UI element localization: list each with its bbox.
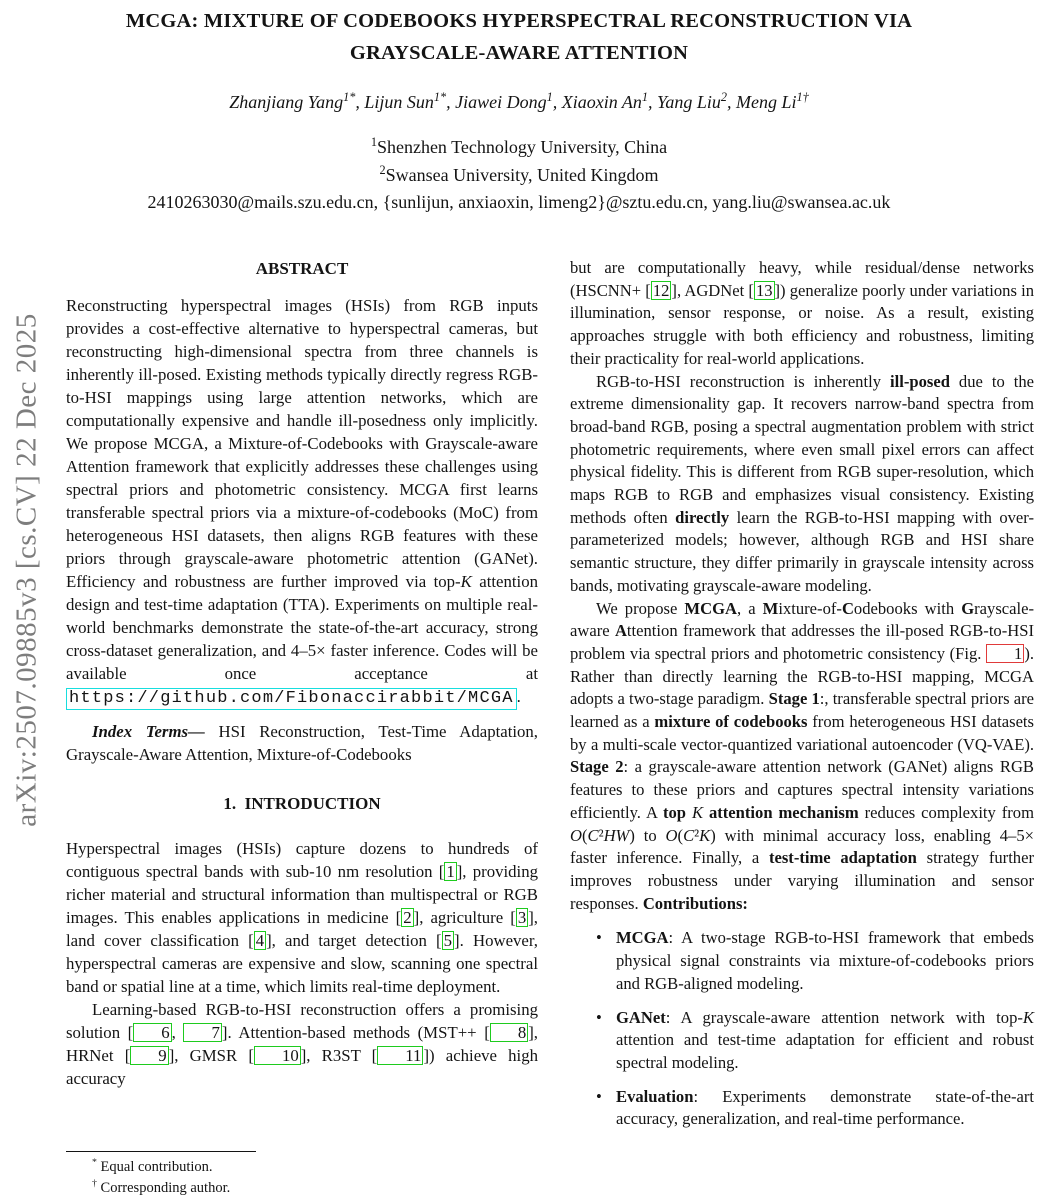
footnote-rule xyxy=(66,1151,256,1152)
footnote-equal-contribution: * Equal contribution. xyxy=(92,1157,213,1175)
contribution-evaluation: • Evaluation: Experiments demonstrate state-of-the-art accuracy, generalization, and real-time performance. xyxy=(570,1086,1034,1131)
arxiv-watermark-text: arXiv:2507.09885v3 [cs.CV] 22 Dec 2025 xyxy=(10,313,43,827)
index-terms: Index Terms— HSI Reconstruction, Test-Time Adaptation, Grayscale-Aware Attention, Mixture-of-Codebooks xyxy=(66,721,539,764)
citation-link[interactable]: 1 xyxy=(446,861,455,881)
citation-link[interactable]: 12 xyxy=(652,280,670,300)
footnote-corresponding-author: † Corresponding author. xyxy=(92,1177,231,1196)
citation-link[interactable]: 13 xyxy=(755,280,773,300)
abstract-heading: ABSTRACT xyxy=(255,259,349,278)
paper-header xyxy=(0,0,1038,217)
citation-link[interactable]: 8 xyxy=(490,1023,528,1043)
citation-link[interactable]: 9 xyxy=(130,1046,168,1066)
citation-link[interactable]: 3 xyxy=(517,907,527,927)
citation-link[interactable]: 7 xyxy=(183,1023,221,1043)
right-paragraph-1: but are computationally heavy, while residual/dense networks (HSCNN+ [ 12 ], AGDNet [ 13 ]) generalize poorly under variations in illumination, sensor response, or noise. As a result, existing approaches struggle with both efficiency and robustness, limiting their practicality for real-world applications. xyxy=(570,258,1034,368)
contribution-mcga: • MCGA: A two-stage RGB-to-HSI framework that embeds physical signal constraints via mixture-of-codebooks priors and RGB-aligned modeling. xyxy=(570,927,1034,995)
affiliation-2: $^2$Swansea University, United Kingdom xyxy=(379,162,659,185)
abstract-body: Reconstructing hyperspectral images (HSIs) from RGB inputs provides a cost-effective alternative to hyperspectral cameras, but reconstructing high-dimensional spectra from three channels is inherently ill-posed. Existing methods typically directly regress RGB-to-HSI mappings using large attention networks, which are computationally expensive and handle ill-posedness only implicitly. We propose MCGA, a Mixture-of-Codebooks with Grayscale-aware Attention framework that explicitly addresses these challenges using spectral priors and photometric consistency. MCGA first learns transferable spectral priors via a mixture-of-codebooks (MoC) from heterogeneous HSI datasets, then aligns RGB features with these priors through grayscale-aware photometric attention (GANet). Efficiency and robustness are further improved via top-K attention design and test-time adaptation (TTA). Experiments on multiple real-world benchmarks demonstrate the state-of-the-art accuracy, strong cross-dataset generalization, and 4–5× faster inference. Codes will be available once acceptance at https://github.com/Fibonaccirabbit/MCGA . xyxy=(66,296,539,708)
affiliations xyxy=(0,134,1038,217)
footnotes xyxy=(66,1151,538,1198)
paper-title xyxy=(0,0,1038,69)
citation-link[interactable]: 10 xyxy=(254,1046,301,1066)
author-list: Zhanjiang Yang$^{1*}$, Lijun Sun$^{1*}$, Jiawei Dong$^1$, Xiaoxin An$^1$, Yang Liu$^2$, Meng $Li^{1\dagger}$ xyxy=(229,90,809,112)
left-column xyxy=(66,257,538,1090)
intro-paragraph-2: Learning-based RGB-to-HSI reconstruction offers a promising solution [ 6 , 7 ]. Attention-based methods (MST++ [ 8 ], HRNet [ 9 ], GMSR [ 10 ], R3ST [ 11 ]) achieve high accuracy xyxy=(66,999,538,1088)
figure-ref-link[interactable]: 1 xyxy=(986,644,1024,663)
citation-link[interactable]: 11 xyxy=(377,1046,423,1066)
contribution-ganet: • GANet: A grayscale-aware attention network with top-K attention and test-time adaptation for efficient and robust spectral modeling. xyxy=(570,1007,1034,1075)
right-paragraph-3: We propose MCGA, a Mixture-of-Codebooks with Grayscale-aware Attention framework that addresses the ill-posed RGB-to-HSI problem via spectral priors and photometric consistency (Fig. 1 ). Rather than directly learning the RGB-to-HSI mapping, MCGA adopts a two-stage paradigm. Stage 1:, transferable spectral priors are learned as a mixture of codebooks from heterogeneous HSI datasets by a multi-scale vector-quantized variational autoencoder (VQ-VAE). Stage 2: a grayscale-aware attention network (GANet) aligns RGB features to these priors and captures spectral intensity variations efficiently. A top K attention mechanism reduces complexity from O(C²HW) to O(C²K) with minimal accuracy loss, enabling 4–5× faster inference. Finally, a test-time adaptation strategy further improves robustness under varying illumination and sensor responses. Contributions: xyxy=(570,598,1035,913)
paper-title-line-2: GRAYSCALE-AWARE ATTENTION xyxy=(349,42,689,64)
citation-link[interactable]: 4 xyxy=(255,930,265,950)
citation-link[interactable]: 5 xyxy=(443,930,453,950)
citation-link[interactable]: 2 xyxy=(403,907,412,927)
section-heading-introduction: 1. INTRODUCTION xyxy=(223,793,381,813)
contributions-list xyxy=(570,927,1034,1131)
right-paragraph-2: RGB-to-HSI reconstruction is inherently ill-posed due to the extreme dimensionality gap. It recovers narrow-band spectra from broad-band RGB, posing a spectral augmentation problem with strict photometric requirements, where even small pixel errors can affect physical fidelity. This is different from RGB super-resolution, which maps RGB to RGB and emphasizes visual consistency. Existing methods often directly learn the RGB-to-HSI mapping with over-parameterized models; however, although RGB and HSI share semantic structure, they differ primarily in grayscale intensity across bands, motivating grayscale-aware modeling. xyxy=(570,371,1034,595)
citation-link[interactable]: 6 xyxy=(133,1023,171,1043)
intro-paragraph-1: Hyperspectral images (HSIs) capture dozens to hundreds of contiguous spectral bands with sub-10 nm resolution [ 1 ], providing richer material and structural information than multispectral or RGB images. This enables applications in medicine [ 2 ], agriculture [ 3 ], land cover classification [ 4 ], and target detection [ 5 ]. However, hyperspectral cameras are expensive and slow, scanning one spectral band or spatial line at a time, which limits real-time deployment. xyxy=(66,838,539,996)
right-column xyxy=(570,257,1034,1131)
paper-title-line-1: MCGA: MIXTURE OF CODEBOOKS HYPERSPECTRAL RECONSTRUCTION VIA xyxy=(125,10,913,32)
affiliation-1: $^1$Shenzhen Technology University, China xyxy=(370,135,668,157)
author-emails: 2410263030@mails.szu.edu.cn, {sunlijun, anxiaoxin, limeng2}@sztu.edu.cn, yang.liu@swansea.ac.uk xyxy=(147,192,891,212)
url-link[interactable]: https://github.com/Fibonaccirabbit/MCGA xyxy=(66,688,517,710)
